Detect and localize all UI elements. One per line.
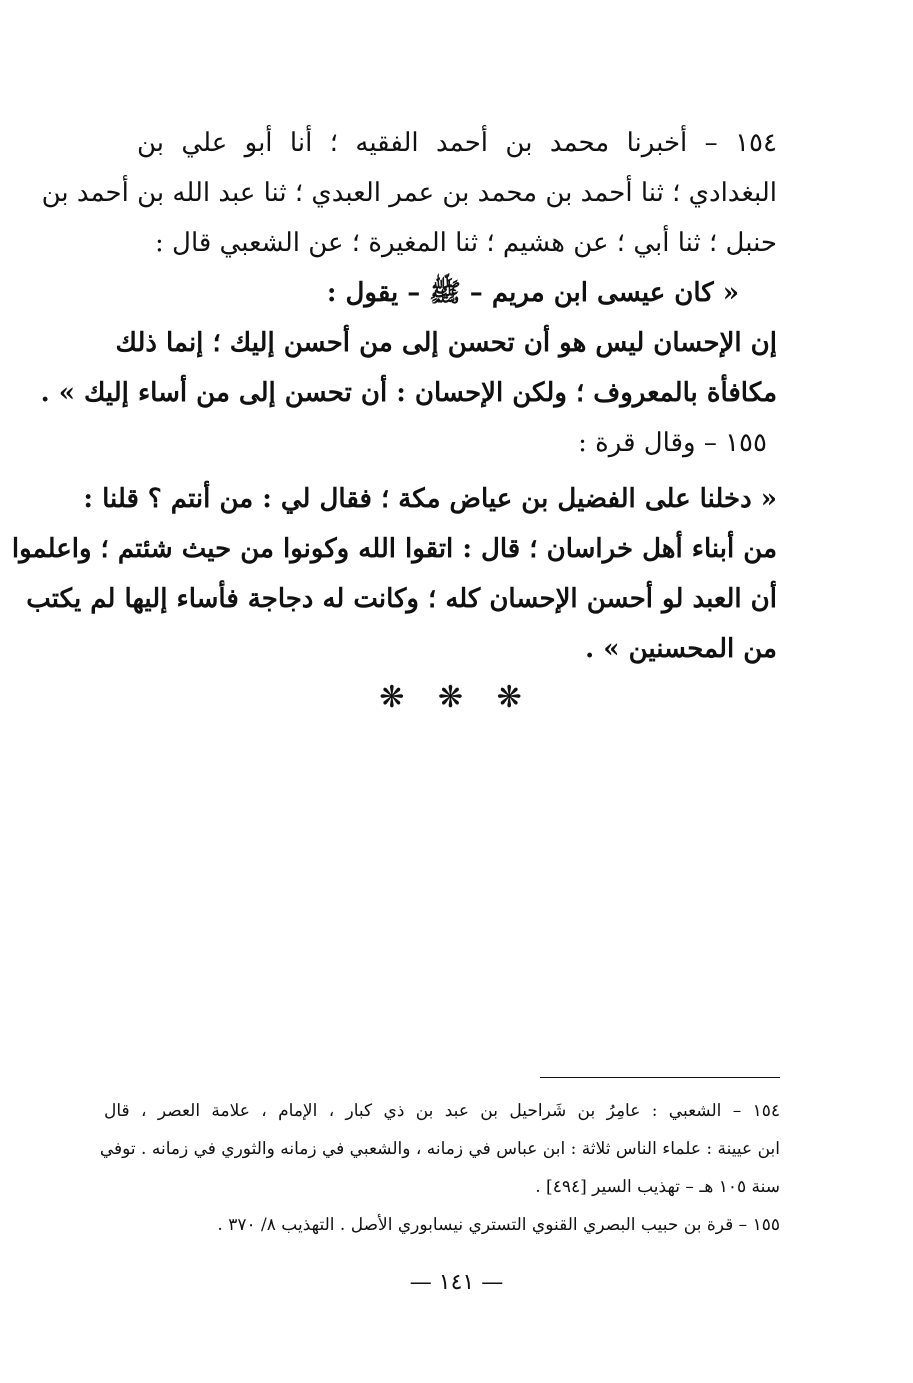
footnotes	[99, 1092, 780, 1244]
quote-line: « دخلنا على الفضيل بن عياض مكة ؛ فقال لي : من أنتم ؟ قلنا :	[83, 484, 777, 514]
quote-line: إن الإحسان ليس هو أن تحسن إلى من أحسن إليك ؛ إنما ذلك	[115, 328, 777, 358]
text-line: حنبل ؛ ثنا أبي ؛ عن هشيم ؛ ثنا المغيرة ؛ عن الشعبي قال :	[155, 228, 777, 258]
text-line: ١٥٥ – وقال قرة :	[578, 428, 767, 458]
main-text	[11, 118, 777, 674]
quote-line: من أبناء أهل خراسان ؛ قال : اتقوا الله وكونوا من حيث شئتم ؛ واعلموا	[11, 534, 777, 564]
footnote-line: ١٥٤ – الشعبي : عامِرُ بن شَراحيل بن عبد بن ذي كبار ، الإمام ، علامة العصر ، قال	[104, 1101, 780, 1121]
footnote-line: ١٥٥ – قرة بن حبيب البصري القنوي التستري نيسابوري الأصل . التهذيب ٨/ ٣٧٠ .	[217, 1215, 780, 1235]
section-separator: ❋ ❋ ❋	[379, 680, 534, 715]
footnote-line: ابن عيينة : علماء الناس ثلاثة : ابن عباس في زمانه ، والشعبي في زمانه والثوري في زمانه . توفي	[99, 1139, 780, 1159]
footnote-rule	[540, 1077, 780, 1078]
quote-line: أن العبد لو أحسن الإحسان كله ؛ وكانت له دجاجة فأساء إليها لم يكتب	[26, 584, 777, 614]
quote-line: « كان عيسى ابن مريم – ﷺ – يقول :	[326, 278, 739, 308]
text-line: ١٥٤ – أخبرنا محمد بن أحمد الفقيه ؛ أنا أبو علي بن	[137, 128, 777, 158]
footnote-line: سنة ١٠٥ هـ – تهذيب السير [٤٩٤] .	[535, 1177, 780, 1197]
quote-line: مكافأة بالمعروف ؛ ولكن الإحسان : أن تحسن إلى من أساء إليك » .	[40, 378, 777, 408]
text-line: البغدادي ؛ ثنا أحمد بن محمد بن عمر العبدي ؛ ثنا عبد الله بن أحمد بن	[41, 178, 777, 208]
quote-line: من المحسنين » .	[585, 634, 777, 664]
page-number: — ١٤١ —	[409, 1270, 504, 1295]
